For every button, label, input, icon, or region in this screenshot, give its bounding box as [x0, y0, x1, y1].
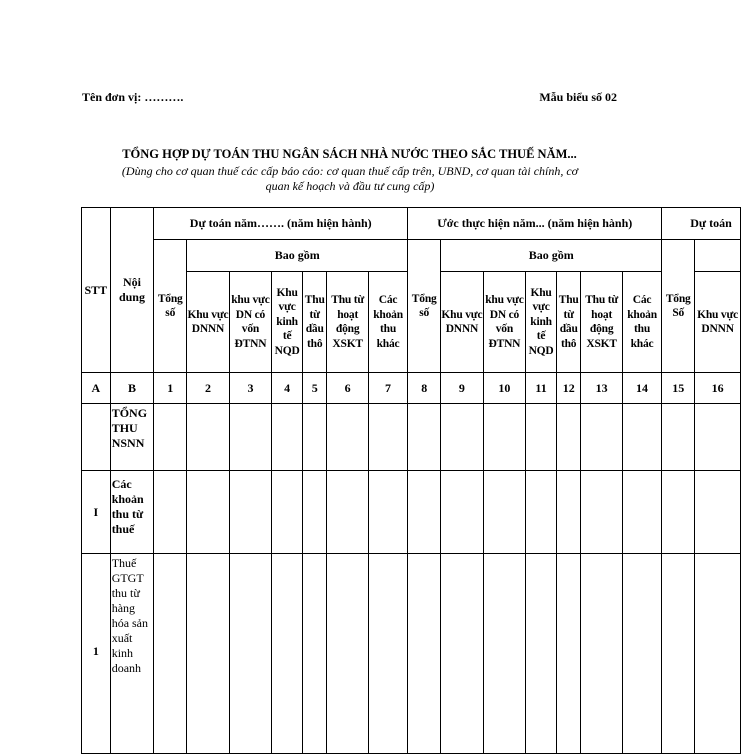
col-number-15: 15 — [662, 373, 695, 404]
col-number-3: 3 — [229, 373, 272, 404]
col-number-b: B — [110, 373, 154, 404]
estimate-group-header: Dự toán năm……. (năm hiện hành) — [154, 208, 408, 240]
col-number-9: 9 — [441, 373, 484, 404]
document-subtitle — [90, 164, 610, 194]
table-row — [82, 554, 741, 754]
row-stt: 1 — [82, 554, 111, 754]
col-number-2: 2 — [187, 373, 230, 404]
actual-col-dnnn: Khu vực DNNN — [441, 272, 484, 373]
row-stt: I — [82, 471, 111, 554]
col-number-11: 11 — [526, 373, 557, 404]
next-col-dnnn: Khu vực DNNN — [695, 272, 741, 373]
actual-total-header: Tổng số — [408, 240, 441, 373]
col-number-1: 1 — [154, 373, 187, 404]
table-row — [82, 404, 741, 471]
row-content: TỔNG THU NSNN — [110, 404, 154, 471]
subtitle-line-2: quan kế hoạch và đầu tư cung cấp) — [265, 179, 435, 193]
budget-table-container — [81, 207, 739, 700]
document-title: TỔNG HỢP DỰ TOÁN THU NGÂN SÁCH NHÀ NƯỚC THEO SẮC THUẾ NĂM... — [122, 147, 577, 161]
col-number-6: 6 — [327, 373, 368, 404]
header-row-2 — [82, 240, 741, 272]
column-number-row — [82, 373, 741, 404]
col-number-8: 8 — [408, 373, 441, 404]
content-header: Nội dung — [110, 208, 154, 373]
actual-col-nqd: Khu vực kinh tế NQD — [526, 272, 557, 373]
actual-col-fdi: khu vực DN có vốn ĐTNN — [483, 272, 526, 373]
estimate-col-lottery: Thu từ hoạt động XSKT — [327, 272, 368, 373]
col-number-12: 12 — [556, 373, 580, 404]
next-total-header: Tổng Số — [662, 240, 695, 373]
estimate-total-header: Tổng số — [154, 240, 187, 373]
col-number-14: 14 — [622, 373, 661, 404]
col-number-4: 4 — [272, 373, 303, 404]
row-content: Các khoản thu từ thuế — [110, 471, 154, 554]
subtitle-line-1: (Dùng cho cơ quan thuế các cấp báo cáo: cơ quan thuế cấp trên, UBND, cơ quan tài chính, cơ — [121, 164, 579, 178]
stt-header: STT — [82, 208, 111, 373]
budget-table — [81, 207, 741, 754]
form-number: Mẫu biểu số 02 — [539, 90, 617, 104]
estimate-col-fdi: khu vực DN có vốn ĐTNN — [229, 272, 272, 373]
row-content: Thuế GTGT thu từ hàng hóa sản xuất kinh doanh — [110, 554, 154, 754]
estimate-col-nqd: Khu vực kinh tế NQD — [272, 272, 303, 373]
actual-col-lottery: Thu từ hoạt động XSKT — [581, 272, 622, 373]
header-row — [82, 90, 617, 108]
next-group-header: Dự toán — [662, 208, 741, 240]
col-number-7: 7 — [368, 373, 407, 404]
col-number-10: 10 — [483, 373, 526, 404]
estimate-col-crude-oil: Thu từ dầu thô — [303, 272, 327, 373]
actual-including-header: Bao gồm — [441, 240, 662, 272]
col-number-a: A — [82, 373, 111, 404]
next-including-header — [695, 240, 741, 272]
estimate-col-other: Các khoản thu khác — [368, 272, 407, 373]
col-number-13: 13 — [581, 373, 622, 404]
estimate-including-header: Bao gồm — [187, 240, 408, 272]
table-row — [82, 471, 741, 554]
actual-col-crude-oil: Thu từ dầu thô — [556, 272, 580, 373]
col-number-5: 5 — [303, 373, 327, 404]
actual-col-other: Các khoản thu khác — [622, 272, 661, 373]
unit-name-label: Tên đơn vị: ………. — [82, 90, 184, 104]
estimate-col-dnnn: Khu vực DNNN — [187, 272, 230, 373]
col-number-16: 16 — [695, 373, 741, 404]
row-stt — [82, 404, 111, 471]
header-row-1 — [82, 208, 741, 240]
actual-group-header: Ước thực hiện năm... (năm hiện hành) — [408, 208, 662, 240]
